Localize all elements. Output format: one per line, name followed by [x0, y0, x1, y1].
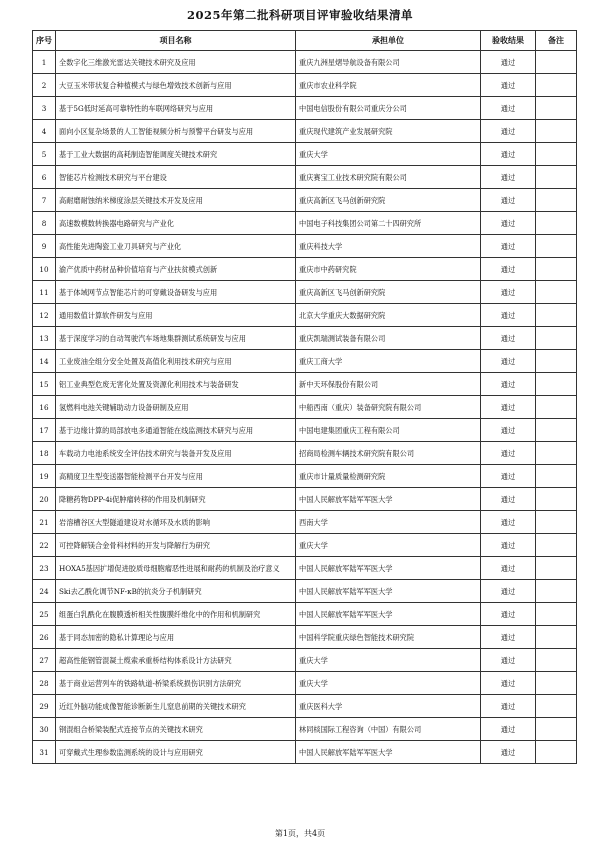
row-note	[536, 258, 577, 281]
row-result: 通过	[481, 373, 536, 396]
row-serial: 13	[33, 327, 56, 350]
table-row	[33, 580, 577, 603]
row-serial: 5	[33, 143, 56, 166]
row-serial: 18	[33, 442, 56, 465]
table-row	[33, 419, 577, 442]
row-unit: 重庆市农业科学院	[296, 74, 481, 97]
row-note	[536, 649, 577, 672]
row-project-name: 高性能先进陶瓷工业刀具研究与产业化	[56, 235, 296, 258]
row-note	[536, 465, 577, 488]
row-serial: 31	[33, 741, 56, 764]
row-note	[536, 488, 577, 511]
row-result: 通过	[481, 235, 536, 258]
table-row	[33, 189, 577, 212]
row-serial: 11	[33, 281, 56, 304]
table-row	[33, 695, 577, 718]
row-serial: 26	[33, 626, 56, 649]
row-unit: 新中天环保股份有限公司	[296, 373, 481, 396]
row-result: 通过	[481, 350, 536, 373]
row-project-name: 面向小区复杂场景的人工智能视频分析与预警平台研发与应用	[56, 120, 296, 143]
row-project-name: 工业废油全组分安全处置及高值化利用技术研究与应用	[56, 350, 296, 373]
row-serial: 20	[33, 488, 56, 511]
row-result: 通过	[481, 281, 536, 304]
header-serial: 序号	[33, 31, 56, 51]
table-row	[33, 304, 577, 327]
row-serial: 17	[33, 419, 56, 442]
table-row	[33, 166, 577, 189]
row-unit: 中船西南（重庆）装备研究院有限公司	[296, 396, 481, 419]
row-serial: 2	[33, 74, 56, 97]
row-project-name: 岩溶槽谷区大型隧道建设对水循环及水质的影响	[56, 511, 296, 534]
row-note	[536, 695, 577, 718]
row-result: 通过	[481, 189, 536, 212]
row-serial: 21	[33, 511, 56, 534]
row-note	[536, 212, 577, 235]
table-row	[33, 488, 577, 511]
row-project-name: 组蛋白乳酰化在腹膜透析相关性腹膜纤维化中的作用和机制研究	[56, 603, 296, 626]
row-result: 通过	[481, 557, 536, 580]
table-row	[33, 235, 577, 258]
row-result: 通过	[481, 396, 536, 419]
row-unit: 中国人民解放军陆军军医大学	[296, 488, 481, 511]
row-note	[536, 534, 577, 557]
row-unit: 重庆凯瑞测试装备有限公司	[296, 327, 481, 350]
row-note	[536, 350, 577, 373]
row-serial: 23	[33, 557, 56, 580]
row-serial: 19	[33, 465, 56, 488]
row-note	[536, 166, 577, 189]
table-row	[33, 511, 577, 534]
row-note	[536, 74, 577, 97]
row-unit: 重庆市计量质量检测研究院	[296, 465, 481, 488]
row-result: 通过	[481, 695, 536, 718]
row-result: 通过	[481, 442, 536, 465]
row-project-name: 基于5G低时延高可靠特性的车联网络研究与应用	[56, 97, 296, 120]
row-project-name: 钢混组合桥梁装配式连接节点的关键技术研究	[56, 718, 296, 741]
row-serial: 1	[33, 51, 56, 74]
row-unit: 重庆高新区飞马创新研究院	[296, 189, 481, 212]
row-unit: 招商局检测车辆技术研究院有限公司	[296, 442, 481, 465]
row-unit: 中国人民解放军陆军军医大学	[296, 603, 481, 626]
row-result: 通过	[481, 718, 536, 741]
table-row	[33, 120, 577, 143]
header-project-name: 项目名称	[56, 31, 296, 51]
row-unit: 重庆现代建筑产业发展研究院	[296, 120, 481, 143]
row-note	[536, 143, 577, 166]
row-unit: 中国人民解放军陆军军医大学	[296, 741, 481, 764]
row-result: 通过	[481, 465, 536, 488]
row-unit: 重庆大学	[296, 672, 481, 695]
row-unit: 西南大学	[296, 511, 481, 534]
row-result: 通过	[481, 304, 536, 327]
row-serial: 27	[33, 649, 56, 672]
table-row	[33, 212, 577, 235]
row-result: 通过	[481, 166, 536, 189]
row-unit: 重庆九洲星熠导航设备有限公司	[296, 51, 481, 74]
row-project-name: 近红外脑功能成像智能诊断新生儿窒息前期的关键技术研究	[56, 695, 296, 718]
row-unit: 重庆赛宝工业技术研究院有限公司	[296, 166, 481, 189]
row-note	[536, 189, 577, 212]
row-project-name: 超高性能钢管混凝土缆索承重桥结构体系设计方法研究	[56, 649, 296, 672]
row-note	[536, 419, 577, 442]
row-project-name: 基于工业大数据的高耗制造智能调度关键技术研究	[56, 143, 296, 166]
table-row	[33, 350, 577, 373]
row-result: 通过	[481, 74, 536, 97]
row-result: 通过	[481, 419, 536, 442]
table-row	[33, 649, 577, 672]
row-unit: 重庆市中药研究院	[296, 258, 481, 281]
table-row	[33, 557, 577, 580]
row-result: 通过	[481, 212, 536, 235]
row-result: 通过	[481, 649, 536, 672]
row-project-name: 高耐磨耐蚀纳米梯度涂层关键技术开发及应用	[56, 189, 296, 212]
row-serial: 16	[33, 396, 56, 419]
row-serial: 10	[33, 258, 56, 281]
row-project-name: 氢燃料电池关键辅助动力设备研制及应用	[56, 396, 296, 419]
table-row	[33, 465, 577, 488]
row-unit: 重庆医科大学	[296, 695, 481, 718]
row-project-name: 降糖药物DPP-4i促肿瘤转移的作用及机制研究	[56, 488, 296, 511]
row-project-name: 可穿戴式生理参数监测系统的设计与应用研究	[56, 741, 296, 764]
row-note	[536, 557, 577, 580]
table-row	[33, 281, 577, 304]
row-project-name: 渝产优质中药材品种价值培育与产业扶贫模式创新	[56, 258, 296, 281]
row-note	[536, 603, 577, 626]
row-result: 通过	[481, 511, 536, 534]
row-project-name: 铝工业典型危废无害化处置及资源化利用技术与装备研发	[56, 373, 296, 396]
table-row	[33, 396, 577, 419]
row-note	[536, 304, 577, 327]
row-unit: 中国人民解放军陆军军医大学	[296, 580, 481, 603]
row-project-name: 基于体域网节点智能芯片的可穿戴设备研发与应用	[56, 281, 296, 304]
table-row	[33, 442, 577, 465]
row-unit: 重庆工商大学	[296, 350, 481, 373]
row-serial: 24	[33, 580, 56, 603]
table-row	[33, 51, 577, 74]
page-footer: 第1页，共4页	[274, 829, 326, 838]
row-result: 通过	[481, 603, 536, 626]
row-project-name: Ski去乙酰化调节NF-κB的抗炎分子机制研究	[56, 580, 296, 603]
row-project-name: 高速数模数转换器电路研究与产业化	[56, 212, 296, 235]
table-body	[33, 51, 577, 764]
row-serial: 3	[33, 97, 56, 120]
row-serial: 7	[33, 189, 56, 212]
row-result: 通过	[481, 741, 536, 764]
row-serial: 15	[33, 373, 56, 396]
row-note	[536, 626, 577, 649]
row-unit: 北京大学重庆大数据研究院	[296, 304, 481, 327]
row-serial: 9	[33, 235, 56, 258]
row-project-name: 智能芯片检测技术研究与平台建设	[56, 166, 296, 189]
row-result: 通过	[481, 120, 536, 143]
row-unit: 中国科学院重庆绿色智能技术研究院	[296, 626, 481, 649]
results-table	[32, 30, 577, 764]
row-serial: 22	[33, 534, 56, 557]
row-note	[536, 281, 577, 304]
row-serial: 29	[33, 695, 56, 718]
row-unit: 重庆大学	[296, 143, 481, 166]
header-result: 验收结果	[481, 31, 536, 51]
row-note	[536, 97, 577, 120]
table-header	[33, 31, 577, 51]
table-row	[33, 672, 577, 695]
table-row	[33, 258, 577, 281]
row-note	[536, 373, 577, 396]
table-row	[33, 74, 577, 97]
row-serial: 28	[33, 672, 56, 695]
row-project-name: 车载动力电池系统安全评估技术研究与装备开发及应用	[56, 442, 296, 465]
table-row	[33, 373, 577, 396]
row-project-name: 高精度卫生型变送器智能检测平台开发与应用	[56, 465, 296, 488]
row-serial: 4	[33, 120, 56, 143]
row-unit: 林同棪国际工程咨询（中国）有限公司	[296, 718, 481, 741]
header-unit: 承担单位	[296, 31, 481, 51]
table-row	[33, 603, 577, 626]
row-serial: 14	[33, 350, 56, 373]
row-project-name: 基于商业运营列车的铁路轨道-桥梁系统损伤识别方法研究	[56, 672, 296, 695]
row-note	[536, 51, 577, 74]
row-unit: 中国电子科技集团公司第二十四研究所	[296, 212, 481, 235]
row-unit: 重庆高新区飞马创新研究院	[296, 281, 481, 304]
row-result: 通过	[481, 488, 536, 511]
row-serial: 8	[33, 212, 56, 235]
table-row	[33, 626, 577, 649]
row-result: 通过	[481, 97, 536, 120]
row-unit: 重庆科技大学	[296, 235, 481, 258]
row-note	[536, 396, 577, 419]
row-result: 通过	[481, 672, 536, 695]
row-note	[536, 442, 577, 465]
row-project-name: 通用数值计算软件研发与应用	[56, 304, 296, 327]
row-note	[536, 120, 577, 143]
row-serial: 6	[33, 166, 56, 189]
row-note	[536, 511, 577, 534]
row-serial: 25	[33, 603, 56, 626]
header-note: 备注	[536, 31, 577, 51]
row-project-name: 大豆玉米带状复合种植模式与绿色增效技术创新与应用	[56, 74, 296, 97]
row-unit: 重庆大学	[296, 534, 481, 557]
table-row	[33, 534, 577, 557]
row-unit: 中国人民解放军陆军军医大学	[296, 557, 481, 580]
table-row	[33, 143, 577, 166]
page-title: 2025年第二批科研项目评审验收结果清单	[186, 8, 413, 22]
row-project-name: 基于深度学习的自动驾驶汽车场地集群测试系统研发与应用	[56, 327, 296, 350]
row-serial: 12	[33, 304, 56, 327]
row-project-name: 全数字化三维激光雷达关键技术研究及应用	[56, 51, 296, 74]
row-note	[536, 235, 577, 258]
row-project-name: 基于边缘计算的局部放电多通道智能在线监测技术研究与应用	[56, 419, 296, 442]
row-note	[536, 580, 577, 603]
row-note	[536, 718, 577, 741]
row-result: 通过	[481, 51, 536, 74]
row-unit: 重庆大学	[296, 649, 481, 672]
row-project-name: HOXA5基因扩增促进胶质母细胞瘤恶性进展和耐药的机制及治疗意义	[56, 557, 296, 580]
row-result: 通过	[481, 580, 536, 603]
row-result: 通过	[481, 534, 536, 557]
table-row	[33, 741, 577, 764]
row-project-name: 基于同态加密的隐私计算理论与应用	[56, 626, 296, 649]
table-row	[33, 718, 577, 741]
table-row	[33, 327, 577, 350]
row-unit: 中国电信股份有限公司重庆分公司	[296, 97, 481, 120]
row-project-name: 可控降解镁合金骨科材料的开发与降解行为研究	[56, 534, 296, 557]
table-row	[33, 97, 577, 120]
row-result: 通过	[481, 258, 536, 281]
row-result: 通过	[481, 327, 536, 350]
row-note	[536, 672, 577, 695]
row-result: 通过	[481, 143, 536, 166]
row-result: 通过	[481, 626, 536, 649]
header-row	[33, 31, 577, 51]
row-note	[536, 741, 577, 764]
row-note	[536, 327, 577, 350]
row-serial: 30	[33, 718, 56, 741]
row-unit: 中国电建集团重庆工程有限公司	[296, 419, 481, 442]
